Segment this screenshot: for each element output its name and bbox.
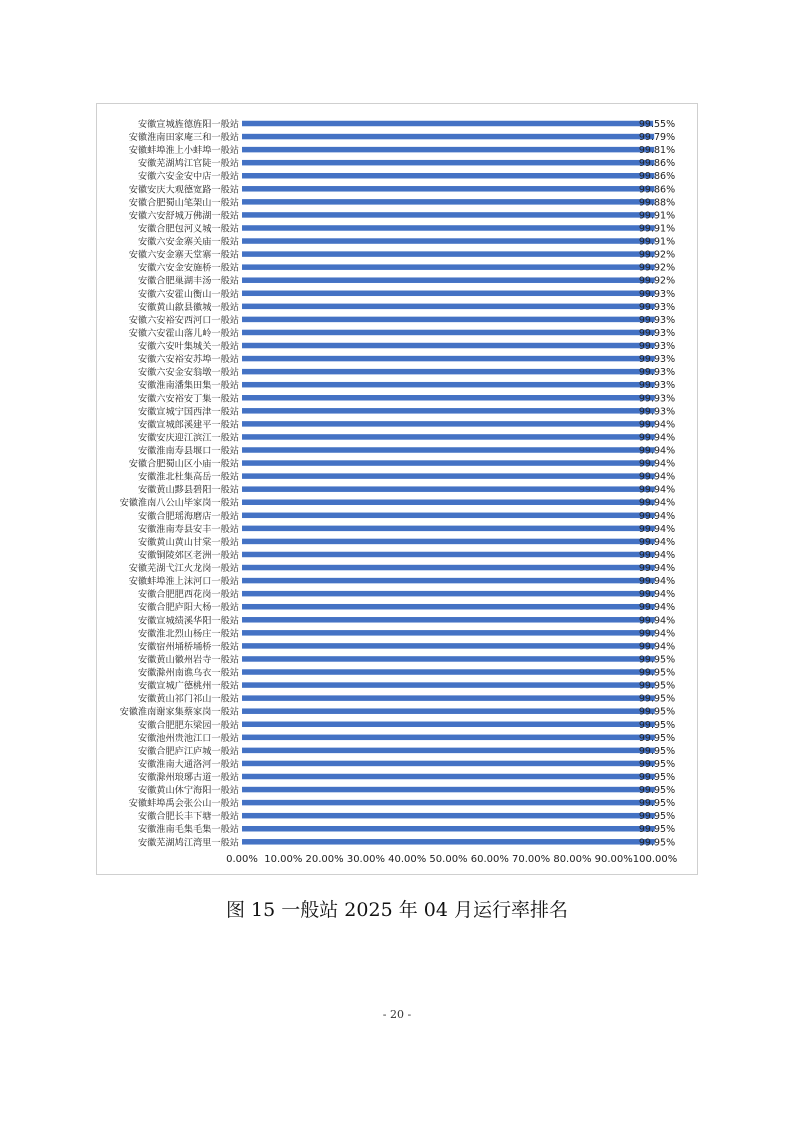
- data-label: 99.86%: [638, 184, 676, 196]
- data-label: 99.93%: [638, 354, 676, 366]
- data-label: 99.94%: [638, 563, 676, 575]
- category-label: 安徽池州贵池江口一般站: [137, 732, 239, 744]
- category-label: 安徽蚌埠淮上小蚌埠一般站: [128, 145, 239, 157]
- category-label: 安徽六安金安施桥一般站: [137, 262, 239, 274]
- bar: [242, 212, 655, 218]
- data-label: 99.55%: [638, 119, 676, 130]
- bar: [242, 134, 654, 140]
- category-label: 安徽六安金安中店一般站: [137, 171, 239, 183]
- bar: [242, 264, 655, 270]
- bar: [242, 748, 655, 754]
- page-number: - 20 -: [382, 1008, 412, 1021]
- data-label: 99.95%: [638, 693, 676, 705]
- category-label: 安徽黄山黟县碧阳一般站: [137, 484, 239, 496]
- data-label: 99.91%: [638, 223, 676, 235]
- category-label: 安徽安庆大观德宽路一般站: [128, 184, 239, 196]
- data-label: 99.94%: [638, 549, 676, 561]
- bar: [242, 369, 655, 375]
- category-label: 安徽六安金安翁墩一般站: [137, 367, 239, 379]
- bar: [242, 669, 655, 675]
- bar: [242, 486, 655, 492]
- bar: [242, 395, 655, 401]
- category-label: 安徽合肥肥东梁园一般站: [137, 719, 239, 731]
- data-label: 99.93%: [638, 301, 676, 313]
- category-label: 安徽淮北杜集高岳一般站: [137, 471, 239, 483]
- data-label: 99.93%: [638, 406, 676, 418]
- category-label: 安徽淮南毛集毛集一般站: [137, 824, 239, 836]
- data-label: 99.93%: [638, 367, 676, 379]
- data-label: 99.92%: [638, 249, 676, 261]
- category-label: 安徽六安霍山落儿岭一般站: [128, 327, 239, 339]
- data-label: 99.94%: [638, 497, 676, 509]
- data-label: 99.95%: [638, 706, 676, 718]
- bar: [242, 199, 655, 205]
- chart-frame: [96, 103, 698, 875]
- bar: [242, 225, 655, 231]
- bar: [242, 578, 655, 584]
- category-label: 安徽六安舒城万佛湖一般站: [128, 210, 239, 222]
- data-label: 99.94%: [638, 615, 676, 627]
- category-label: 安徽六安裕安苏埠一般站: [137, 354, 239, 366]
- category-label: 安徽芜湖弋江火龙岗一般站: [128, 563, 239, 575]
- bar: [242, 722, 655, 728]
- bar: [242, 434, 655, 440]
- bar: [242, 317, 655, 323]
- bar: [242, 330, 655, 336]
- category-label: 安徽蚌埠禹会张公山一般站: [128, 798, 239, 810]
- category-label: 安徽黄山黄山甘棠一般站: [137, 536, 239, 548]
- data-label: 99.94%: [638, 536, 676, 548]
- data-label: 99.91%: [638, 236, 676, 248]
- data-label: 99.93%: [638, 341, 676, 353]
- category-label: 安徽六安叶集城关一般站: [137, 341, 239, 353]
- category-label: 安徽宣城绩溪华阳一般站: [137, 615, 239, 627]
- category-label: 安徽宿州埇桥埇桥一般站: [137, 641, 239, 653]
- bar: [242, 173, 654, 179]
- bar-chart: [97, 104, 699, 876]
- x-tick-label: 10.00%: [264, 854, 303, 865]
- bar: [242, 539, 655, 545]
- bar: [242, 682, 655, 688]
- bar: [242, 643, 655, 649]
- data-label: 99.95%: [638, 680, 676, 692]
- bar: [242, 826, 655, 832]
- category-label: 安徽淮南寿县堰口一般站: [137, 445, 239, 457]
- category-label: 安徽淮南大通洛河一般站: [137, 758, 239, 770]
- x-tick-label: 0.00%: [226, 854, 258, 865]
- data-label: 99.94%: [638, 576, 676, 588]
- data-label: 99.94%: [638, 458, 676, 470]
- data-label: 99.79%: [638, 132, 676, 144]
- category-label: 安徽合肥巢湖丰汤一般站: [137, 275, 239, 287]
- category-label: 安徽合肥长丰下塘一般站: [137, 811, 239, 823]
- data-label: 99.93%: [638, 314, 676, 326]
- data-label: 99.93%: [638, 288, 676, 300]
- bar: [242, 277, 655, 283]
- bar: [242, 251, 655, 257]
- bar: [242, 421, 655, 427]
- data-label: 99.94%: [638, 419, 676, 431]
- bar: [242, 343, 655, 349]
- category-label: 安徽铜陵郊区老洲一般站: [137, 549, 239, 561]
- data-label: 99.81%: [638, 145, 676, 157]
- data-label: 99.95%: [638, 837, 676, 849]
- data-label: 99.94%: [638, 432, 676, 444]
- bar: [242, 591, 655, 597]
- data-label: 99.95%: [638, 654, 676, 666]
- bar: [242, 304, 655, 310]
- bar: [242, 617, 655, 623]
- data-label: 99.95%: [638, 798, 676, 810]
- data-label: 99.95%: [638, 811, 676, 823]
- bar: [242, 695, 655, 701]
- category-label: 安徽芜湖鸠江湾里一般站: [137, 837, 239, 849]
- data-label: 99.95%: [638, 719, 676, 731]
- data-label: 99.94%: [638, 589, 676, 601]
- bar: [242, 761, 655, 767]
- data-label: 99.93%: [638, 393, 676, 405]
- bar: [242, 708, 655, 714]
- category-label: 安徽合肥庐阳大杨一般站: [137, 602, 239, 614]
- data-label: 99.95%: [638, 772, 676, 783]
- x-tick-label: 50.00%: [429, 854, 468, 865]
- category-label: 安徽合肥蜀山笔架山一般站: [128, 197, 239, 209]
- category-label: 安徽安庆迎江滨江一般站: [137, 432, 239, 444]
- category-label: 安徽黄山徽州岩寺一般站: [137, 654, 239, 666]
- category-label: 安徽淮北烈山杨庄一般站: [137, 628, 239, 640]
- bar: [242, 839, 655, 845]
- data-label: 99.94%: [638, 445, 676, 457]
- x-tick-label: 80.00%: [553, 854, 592, 865]
- category-label: 安徽宣城广德桃州一般站: [137, 680, 239, 692]
- category-label: 安徽合肥包河义城一般站: [137, 223, 239, 235]
- category-label: 安徽宣城郎溪建平一般站: [137, 419, 239, 431]
- data-label: 99.94%: [638, 523, 676, 535]
- category-label: 安徽合肥瑶海磨店一般站: [137, 510, 239, 522]
- bar: [242, 526, 655, 532]
- category-label: 安徽蚌埠淮上沫河口一般站: [128, 576, 239, 588]
- data-label: 99.95%: [638, 745, 676, 757]
- data-label: 99.94%: [638, 628, 676, 640]
- bar: [242, 656, 655, 662]
- data-label: 99.92%: [638, 275, 676, 287]
- bar: [242, 356, 655, 362]
- category-label: 安徽合肥庐江庐城一般站: [137, 745, 239, 757]
- category-label: 安徽淮南八公山毕家岗一般站: [119, 497, 239, 509]
- category-label: 安徽滁州南谯乌衣一般站: [137, 667, 239, 679]
- bar: [242, 382, 655, 388]
- data-label: 99.94%: [638, 602, 676, 614]
- bar: [242, 473, 655, 479]
- data-label: 99.95%: [638, 824, 676, 836]
- data-label: 99.88%: [638, 197, 676, 209]
- data-label: 99.94%: [638, 641, 676, 653]
- data-label: 99.94%: [638, 471, 676, 483]
- bar: [242, 408, 655, 414]
- bar: [242, 121, 653, 127]
- data-label: 99.94%: [638, 510, 676, 522]
- bar: [242, 147, 654, 153]
- data-label: 99.86%: [638, 158, 676, 170]
- bar: [242, 552, 655, 558]
- x-tick-label: 70.00%: [512, 854, 551, 865]
- figure-caption: 图 15 一般站 2025 年 04 月运行率排名: [226, 899, 568, 921]
- category-label: 安徽六安金寨天堂寨一般站: [128, 249, 239, 261]
- bar: [242, 160, 654, 166]
- category-label: 安徽六安裕安丁集一般站: [137, 393, 239, 405]
- bar: [242, 604, 655, 610]
- x-tick-label: 40.00%: [388, 854, 427, 865]
- data-label: 99.95%: [638, 667, 676, 679]
- bar: [242, 630, 655, 636]
- bar: [242, 787, 655, 793]
- x-tick-label: 20.00%: [305, 854, 344, 865]
- bar: [242, 499, 655, 505]
- x-tick-label: 60.00%: [470, 854, 509, 865]
- bar: [242, 513, 655, 519]
- category-label: 安徽合肥蜀山区小庙一般站: [128, 458, 239, 470]
- category-label: 安徽淮南田家庵三和一般站: [128, 132, 239, 144]
- data-label: 99.92%: [638, 262, 676, 274]
- category-label: 安徽淮南寿县安丰一般站: [137, 523, 239, 535]
- data-label: 99.93%: [638, 327, 676, 339]
- bar: [242, 460, 655, 466]
- data-label: 99.95%: [638, 758, 676, 770]
- category-label: 安徽淮南谢家集蔡家岗一般站: [119, 706, 239, 718]
- category-label: 安徽滁州琅琊古道一般站: [137, 772, 239, 783]
- category-label: 安徽黄山祁门祁山一般站: [137, 693, 239, 705]
- bar: [242, 291, 655, 297]
- bar: [242, 238, 655, 244]
- category-label: 安徽芜湖鸠江官陡一般站: [137, 158, 239, 170]
- bar: [242, 813, 655, 819]
- data-label: 99.91%: [638, 210, 676, 222]
- category-label: 安徽六安霍山衡山一般站: [137, 288, 239, 300]
- bar: [242, 800, 655, 806]
- x-tick-label: 30.00%: [346, 854, 385, 865]
- category-label: 安徽合肥肥西花岗一般站: [137, 589, 239, 601]
- category-label: 安徽宣城宁国西津一般站: [137, 406, 239, 418]
- bar: [242, 774, 655, 780]
- bar: [242, 565, 655, 571]
- bar: [242, 447, 655, 453]
- category-label: 安徽黄山休宁海阳一般站: [137, 785, 239, 797]
- x-tick-label: 90.00%: [594, 854, 633, 865]
- category-label: 安徽宣城旌德旌阳一般站: [137, 119, 239, 130]
- category-label: 安徽六安裕安西河口一般站: [128, 314, 239, 326]
- data-label: 99.94%: [638, 484, 676, 496]
- category-label: 安徽黄山歙县徽城一般站: [137, 301, 239, 313]
- category-label: 安徽六安金寨关庙一般站: [137, 236, 239, 248]
- data-label: 99.95%: [638, 732, 676, 744]
- category-label: 安徽淮南潘集田集一般站: [137, 380, 239, 392]
- bar: [242, 186, 654, 192]
- data-label: 99.93%: [638, 380, 676, 392]
- data-label: 99.95%: [638, 785, 676, 797]
- x-tick-label: 100.00%: [632, 854, 678, 865]
- data-label: 99.86%: [638, 171, 676, 183]
- bar: [242, 735, 655, 741]
